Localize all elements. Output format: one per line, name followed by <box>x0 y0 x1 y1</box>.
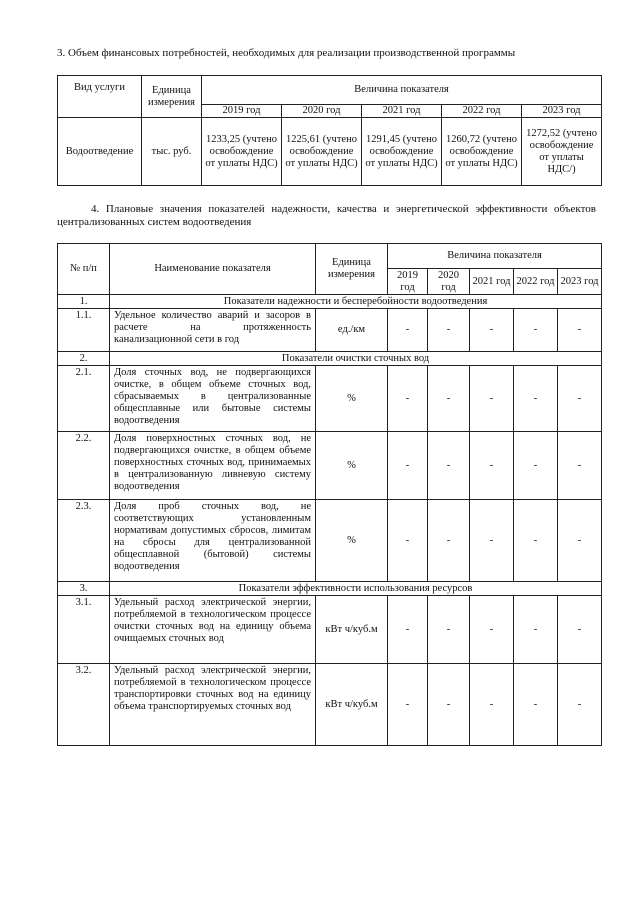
indicator-name: Удельный расход электрической энергии, потребляемой в технологическом процессе очистки сточных вод на единицу объема очищаемых сточных вод <box>110 596 316 664</box>
header-unit: Единица измерения <box>316 244 388 295</box>
row-num: 3.2. <box>58 664 110 746</box>
indicators-table <box>57 243 602 746</box>
section3-heading: 3. Объем финансовых потребностей, необходимых для реализации производственной программы <box>57 47 516 59</box>
value-cell: - <box>470 366 514 432</box>
value-2020: 1225,61 (учтено освобождение от уплаты НДС) <box>282 118 362 186</box>
value-cell: - <box>470 309 514 352</box>
value-2021: 1291,45 (учтено освобождение от уплаты НДС) <box>362 118 442 186</box>
value-cell: - <box>388 366 428 432</box>
value-cell: - <box>514 432 558 500</box>
value-cell: - <box>388 500 428 582</box>
row-num: 2.2. <box>58 432 110 500</box>
year-2023: 2023 год <box>558 269 602 295</box>
header-value: Величина показателя <box>202 76 602 105</box>
header-unit: Единица измерения <box>142 76 202 118</box>
year-2019: 2019 год <box>388 269 428 295</box>
value-cell: - <box>428 500 470 582</box>
year-2020: 2020 год <box>282 105 362 118</box>
unit-cell: % <box>316 500 388 582</box>
value-cell: - <box>470 432 514 500</box>
unit-cell: ед./км <box>316 309 388 352</box>
unit-cell: кВт ч/куб.м <box>316 664 388 746</box>
value-cell: - <box>388 432 428 500</box>
value-2023: 1272,52 (учтено освобождение от уплаты НДС/) <box>522 118 602 186</box>
section-num: 2. <box>58 352 110 366</box>
value-cell: - <box>428 664 470 746</box>
value-cell: - <box>428 309 470 352</box>
table-row <box>58 366 602 432</box>
header-service: Вид услуги <box>58 76 142 118</box>
year-2020: 2020 год <box>428 269 470 295</box>
table-row <box>58 118 602 186</box>
value-cell: - <box>428 596 470 664</box>
service-cell: Водоотведение <box>58 118 142 186</box>
value-cell: - <box>514 366 558 432</box>
value-cell: - <box>470 664 514 746</box>
value-cell: - <box>514 596 558 664</box>
header-num: № п/п <box>58 244 110 295</box>
section4-heading: 4. Плановые значения показателей надежности, качества и энергетической эффективности объектов централизованных систем водоотведения <box>57 203 596 228</box>
value-cell: - <box>558 596 602 664</box>
year-2021: 2021 год <box>362 105 442 118</box>
value-2022: 1260,72 (учтено освобождение от уплаты НДС) <box>442 118 522 186</box>
value-cell: - <box>470 500 514 582</box>
value-cell: - <box>558 500 602 582</box>
section-row <box>58 582 602 596</box>
indicator-name: Доля поверхностных сточных вод, не подвергающихся очистке, в общем объеме поверхностных сточных вод, принимаемых в централизованную ливневую систему водоотведения <box>110 432 316 500</box>
year-2019: 2019 год <box>202 105 282 118</box>
value-cell: - <box>470 596 514 664</box>
table-row <box>58 432 602 500</box>
table-row <box>58 596 602 664</box>
section-row <box>58 352 602 366</box>
value-cell: - <box>514 500 558 582</box>
row-num: 2.1. <box>58 366 110 432</box>
year-2022: 2022 год <box>442 105 522 118</box>
year-2023: 2023 год <box>522 105 602 118</box>
financial-needs-table <box>57 75 602 186</box>
year-2022: 2022 год <box>514 269 558 295</box>
value-cell: - <box>558 664 602 746</box>
value-cell: - <box>428 432 470 500</box>
header-value: Величина показателя <box>388 244 602 269</box>
unit-cell: кВт ч/куб.м <box>316 596 388 664</box>
section-num: 3. <box>58 582 110 596</box>
unit-cell: % <box>316 366 388 432</box>
section-title: Показатели надежности и бесперебойности водоотведения <box>110 295 602 309</box>
header-name: Наименование показателя <box>110 244 316 295</box>
row-num: 1.1. <box>58 309 110 352</box>
indicator-name: Удельный расход электрической энергии, потребляемой в технологическом процессе транспортировки сточных вод на единицу объема транспортируемых сточных вод <box>110 664 316 746</box>
row-num: 3.1. <box>58 596 110 664</box>
value-cell: - <box>514 664 558 746</box>
value-cell: - <box>388 309 428 352</box>
indicator-name: Удельное количество аварий и засоров в расчете на протяженность канализационной сети в год <box>110 309 316 352</box>
section-title: Показатели эффективности использования ресурсов <box>110 582 602 596</box>
row-num: 2.3. <box>58 500 110 582</box>
value-cell: - <box>558 366 602 432</box>
table-row <box>58 664 602 746</box>
section-title: Показатели очистки сточных вод <box>110 352 602 366</box>
value-cell: - <box>428 366 470 432</box>
unit-cell: % <box>316 432 388 500</box>
indicator-name: Доля проб сточных вод, не соответствующих установленным нормативам допустимых сбросов, лимитам на сбросы для централизованной общесплавной (бытовой) системы водоотведения <box>110 500 316 582</box>
unit-cell: тыс. руб. <box>142 118 202 186</box>
value-cell: - <box>514 309 558 352</box>
value-cell: - <box>388 664 428 746</box>
section-num: 1. <box>58 295 110 309</box>
indicator-name: Доля сточных вод, не подвергающихся очистке, в общем объеме сточных вод, сбрасываемых в централизованные общесплавные или бытовые системы водоотведения <box>110 366 316 432</box>
value-cell: - <box>558 432 602 500</box>
table-row <box>58 500 602 582</box>
value-cell: - <box>558 309 602 352</box>
value-2019: 1233,25 (учтено освобождение от уплаты НДС) <box>202 118 282 186</box>
value-cell: - <box>388 596 428 664</box>
section-row <box>58 295 602 309</box>
table-row <box>58 309 602 352</box>
year-2021: 2021 год <box>470 269 514 295</box>
